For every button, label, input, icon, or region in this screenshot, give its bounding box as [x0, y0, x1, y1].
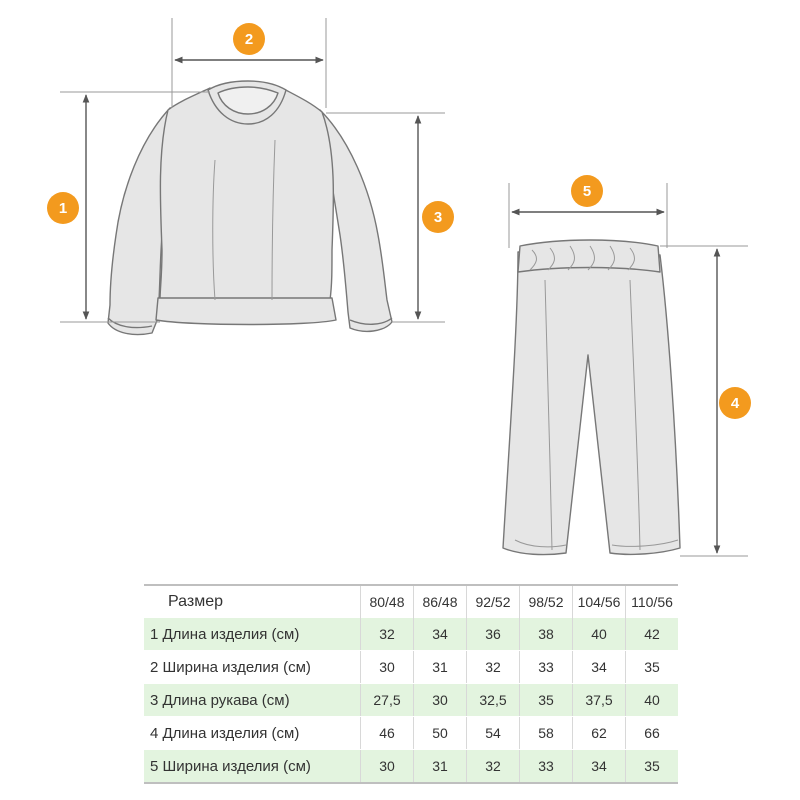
- sweatshirt-drawing: [108, 81, 392, 335]
- table-header-row: [144, 585, 678, 618]
- svg-text:3: 3: [433, 209, 443, 226]
- table-cell: 54: [467, 717, 520, 750]
- table-cell: 46: [361, 717, 414, 750]
- table-cell: 33: [520, 750, 573, 784]
- table-cell: 32,5: [467, 684, 520, 717]
- row-label: 3 Длина рукава (см): [144, 684, 361, 717]
- table-cell: 34: [414, 618, 467, 651]
- table-cell: 37,5: [573, 684, 626, 717]
- table-cell: 31: [414, 651, 467, 684]
- table-cell: 27,5: [361, 684, 414, 717]
- table-cell: 33: [520, 651, 573, 684]
- row-label: 5 Ширина изделия (см): [144, 750, 361, 784]
- table-cell: 35: [626, 750, 679, 784]
- table-cell: 62: [573, 717, 626, 750]
- header-size: 86/48: [414, 585, 467, 618]
- svg-text:1: 1: [58, 200, 68, 217]
- table-row: [144, 618, 678, 651]
- table-row: [144, 750, 678, 784]
- table-cell: 35: [626, 651, 679, 684]
- table-row: [144, 684, 678, 717]
- header-size-label: Размер: [144, 585, 361, 618]
- table-cell: 30: [361, 651, 414, 684]
- header-size: 110/56: [626, 585, 679, 618]
- table-cell: 35: [520, 684, 573, 717]
- table-cell: 30: [414, 684, 467, 717]
- pants-drawing: [503, 240, 680, 555]
- row-label: 1 Длина изделия (см): [144, 618, 361, 651]
- table-cell: 40: [626, 684, 679, 717]
- table-cell: 32: [361, 618, 414, 651]
- table-cell: 58: [520, 717, 573, 750]
- table-cell: 66: [626, 717, 679, 750]
- svg-text:2: 2: [244, 31, 254, 48]
- table-row: [144, 651, 678, 684]
- table-cell: 32: [467, 651, 520, 684]
- table-row: [144, 717, 678, 750]
- header-size: 104/56: [573, 585, 626, 618]
- table-cell: 34: [573, 750, 626, 784]
- marker-2: [233, 23, 265, 55]
- table-cell: 34: [573, 651, 626, 684]
- svg-text:5: 5: [582, 183, 592, 200]
- table-cell: 38: [520, 618, 573, 651]
- header-size: 98/52: [520, 585, 573, 618]
- header-size: 80/48: [361, 585, 414, 618]
- table-cell: 31: [414, 750, 467, 784]
- table-cell: 50: [414, 717, 467, 750]
- table-cell: 36: [467, 618, 520, 651]
- table-cell: 42: [626, 618, 679, 651]
- table-cell: 30: [361, 750, 414, 784]
- header-size: 92/52: [467, 585, 520, 618]
- svg-text:4: 4: [730, 395, 740, 412]
- table-cell: 40: [573, 618, 626, 651]
- row-label: 2 Ширина изделия (см): [144, 651, 361, 684]
- marker-3: [422, 201, 454, 233]
- table-cell: 32: [467, 750, 520, 784]
- size-table: [144, 584, 678, 784]
- marker-5: [571, 175, 603, 207]
- row-label: 4 Длина изделия (см): [144, 717, 361, 750]
- marker-4: [719, 387, 751, 419]
- marker-1: [47, 192, 79, 224]
